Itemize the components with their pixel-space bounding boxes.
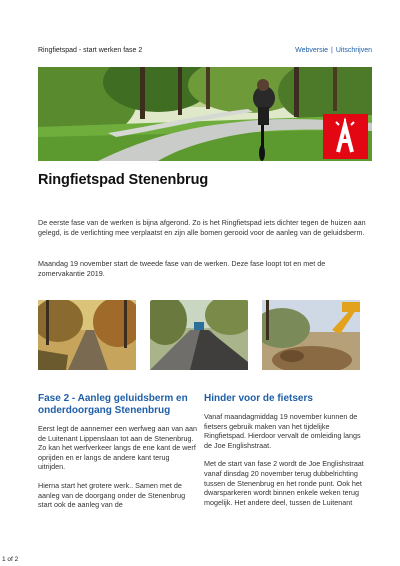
intro-paragraph-1: De eerste fase van de werken is bijna afgerond. Zo is het Ringfietspad iets dichter tegen de huizen aan gelegd, is de verlichting mee verplaatst en zijn alle bomen gerooid voor de aanleg van de geluidsberm. bbox=[38, 218, 366, 238]
intro-paragraph-2: Maandag 19 november start de tweede fase van de werken. Deze fase loopt tot en met de zomervakantie 2019. bbox=[38, 259, 326, 279]
section-paragraph: Met de start van fase 2 wordt de Joe Englishstraat vanaf dinsdag 20 november terug dubbelrichting tussen de Stenenbrug en het ronde punt. Ook het dwarsparkeren wordt binnen enkele weken terug mogelijk. Het andere deel, tussen de Luitenant bbox=[204, 459, 364, 507]
page-title: Ringfietspad Stenenbrug bbox=[38, 172, 209, 188]
hero-image bbox=[38, 67, 372, 161]
section-heading-phase-2: Fase 2 - Aanleg geluidsberm en onderdoorgang Stenenbrug bbox=[38, 393, 188, 416]
photo-excavator-site bbox=[262, 300, 360, 370]
unsubscribe-link[interactable]: Uitschrijven bbox=[335, 47, 372, 54]
photo-path-with-vehicle bbox=[150, 300, 248, 370]
section-paragraph: Vanaf maandagmiddag 19 november kunnen de fietsers gebruik maken van het tijdelijke Ringfietspad. Hierdoor vervalt de omleiding langs de Joe Englishstraat. bbox=[204, 412, 361, 450]
section-paragraph: Hierna start het grotere werk.. Samen met de aanleg van de doorgang onder de Stenenbrug start ook de aanleg van de bbox=[38, 480, 186, 510]
section-phase-2 bbox=[38, 393, 198, 519]
section-paragraph: Eerst legt de aannemer een werfweg aan van aan de Luitenant Lippenslaan tot aan de Stenenbrug. Zo kan het werfverkeer langs de ene kant de werf oprijden en er langs de andere kant terug uitrijden. bbox=[38, 424, 198, 472]
header-links bbox=[295, 47, 372, 54]
link-separator: | bbox=[331, 47, 333, 54]
section-heading-hindrance: Hinder voor de fietsers bbox=[204, 393, 313, 404]
email-subject: Ringfietspad - start werken fase 2 bbox=[38, 47, 143, 54]
webversion-link[interactable]: Webversie bbox=[295, 47, 329, 54]
email-header-bar bbox=[38, 45, 372, 59]
section-cyclist-hindrance bbox=[204, 393, 364, 516]
photo-path-autumn-trees bbox=[38, 300, 136, 370]
page-number: 1 of 2 bbox=[2, 556, 19, 563]
